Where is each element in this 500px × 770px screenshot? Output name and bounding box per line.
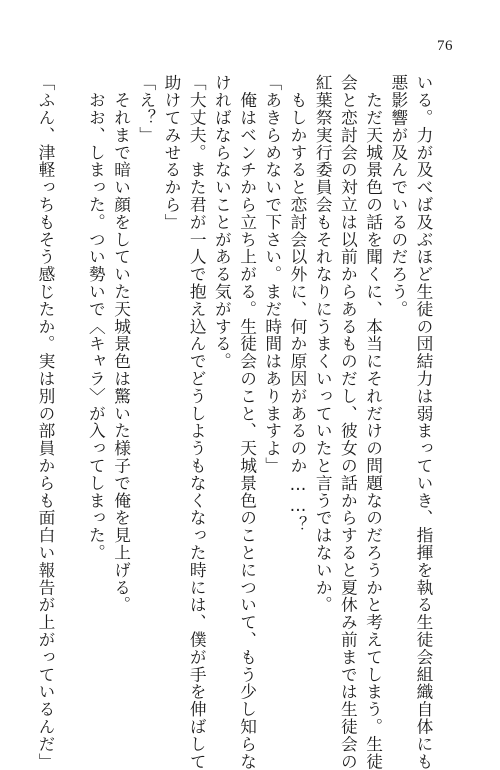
page-number: 76 <box>437 38 453 54</box>
text-line: 「大丈夫。また君が一人で抱え込んでどうしようもなくなった時には、僕が手を伸ばして <box>187 74 208 770</box>
text-line: ければならないことがある気がする。 <box>212 74 233 370</box>
text-line: 「あきらめないで下さい。まだ時間はありますよ」 <box>262 74 283 475</box>
text-line: 「え？」 <box>136 74 157 144</box>
text-line: それまで暗い顔をしていた天城景色は驚いた様子で俺を見上げる。 <box>111 74 132 614</box>
text-line: もしかすると恋討会以外に、何か原因があるのか……？ <box>287 74 308 533</box>
text-line: 「ふん、津軽っちもそう感じたか。実は別の部員からも面白い報告が上がっているんだ」 <box>35 74 56 770</box>
vertical-text-body <box>33 74 436 770</box>
text-line: 助けてみせるから」 <box>161 74 182 231</box>
text-line: おお、しまった。つい勢いで〈キャラ〉が入ってしまった。 <box>86 74 107 562</box>
text-line: ただ天城景色の話を聞くに、本当にそれだけの問題なのだろうかと考えてしまう。生徒 <box>363 74 384 770</box>
text-line: 紅葉祭実行委員会もそれなりにうまくいっていたと言うではないか。 <box>313 74 334 614</box>
blank-line <box>58 74 83 664</box>
text-line: いる。力が及べば及ぶほど生徒の団結力は弱まっていき、指揮を執る生徒会組織自体にも <box>414 74 434 770</box>
text-line: 俺はベンチから立ち上がる。生徒会のこと、天城景色のことについて、もう少し知らな <box>237 74 258 770</box>
text-line: 悪影響が及んでいるのだろう。 <box>388 74 409 318</box>
text-line: 会と恋討会の対立は以前からあるものだし、彼女の話からすると夏休み前までは生徒会の <box>338 74 359 770</box>
